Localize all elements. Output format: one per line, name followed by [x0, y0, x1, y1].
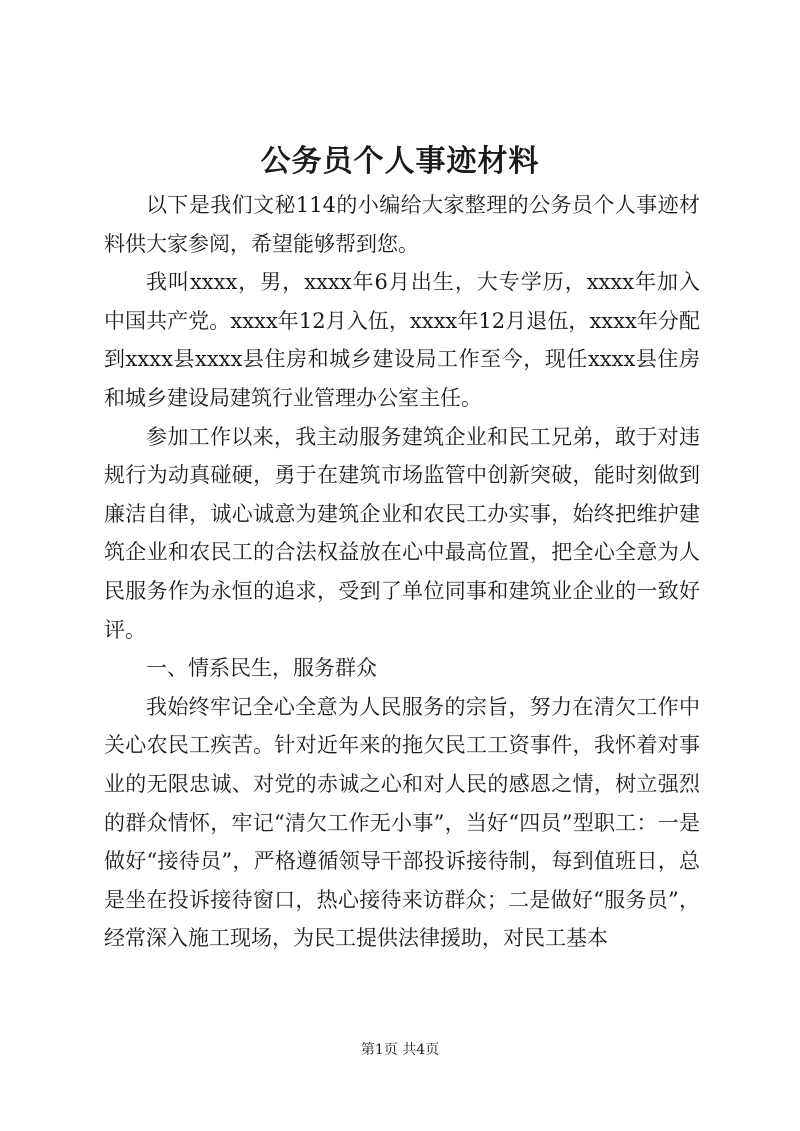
- paragraph-section-1: 我始终牢记全心全意为人民服务的宗旨，努力在清欠工作中关心农民工疾苦。针对近年来的拖欠民工工资事件，我怀着对事业的无限忠诚、对党的赤诚之心和对人民的感恩之情，树立强烈的群众情怀，牢记“清欠工作无小事”，当好“四员”型职工：一是做好“接待员”，严格遵循领导干部投诉接待制，每到值班日，总是坐在投诉接待窗口，热心接待来访群众；二是做好“服务员”，经常深入施工现场，为民工提供法律援助，对民工基本: [104, 694, 700, 951]
- page-footer: 第1页 共4页: [360, 1042, 440, 1058]
- paragraph-personal-info: 我叫xxxx，男，xxxx年6月出生，大专学历，xxxx年加入中国共产党。xxxx年12月入伍，xxxx年12月退伍，xxxx年分配到xxxx县xxxx县住房和城乡建设局工作至今，现任xxxx县住房和城乡建设局建筑行业管理办公室主任。: [104, 270, 700, 410]
- document-body: [104, 186, 700, 958]
- section-heading-1: 一、情系民生，服务群众: [146, 656, 377, 681]
- page-title: 公务员个人事迹材料: [260, 144, 540, 179]
- paragraph-work-summary: 参加工作以来，我主动服务建筑企业和民工兄弟，敢于对违规行为动真碰硬，勇于在建筑市场监管中创新突破，能时刻做到廉洁自律，诚心诚意为建筑企业和农民工办实事，始终把维护建筑企业和农民工的合法权益放在心中最高位置，把全心全意为人民服务作为永恒的追求，受到了单位同事和建筑业企业的一致好评。: [104, 424, 700, 642]
- paragraph-intro: 以下是我们文秘114的小编给大家整理的公务员个人事迹材料供大家参阅，希望能够帮到您。: [104, 193, 700, 256]
